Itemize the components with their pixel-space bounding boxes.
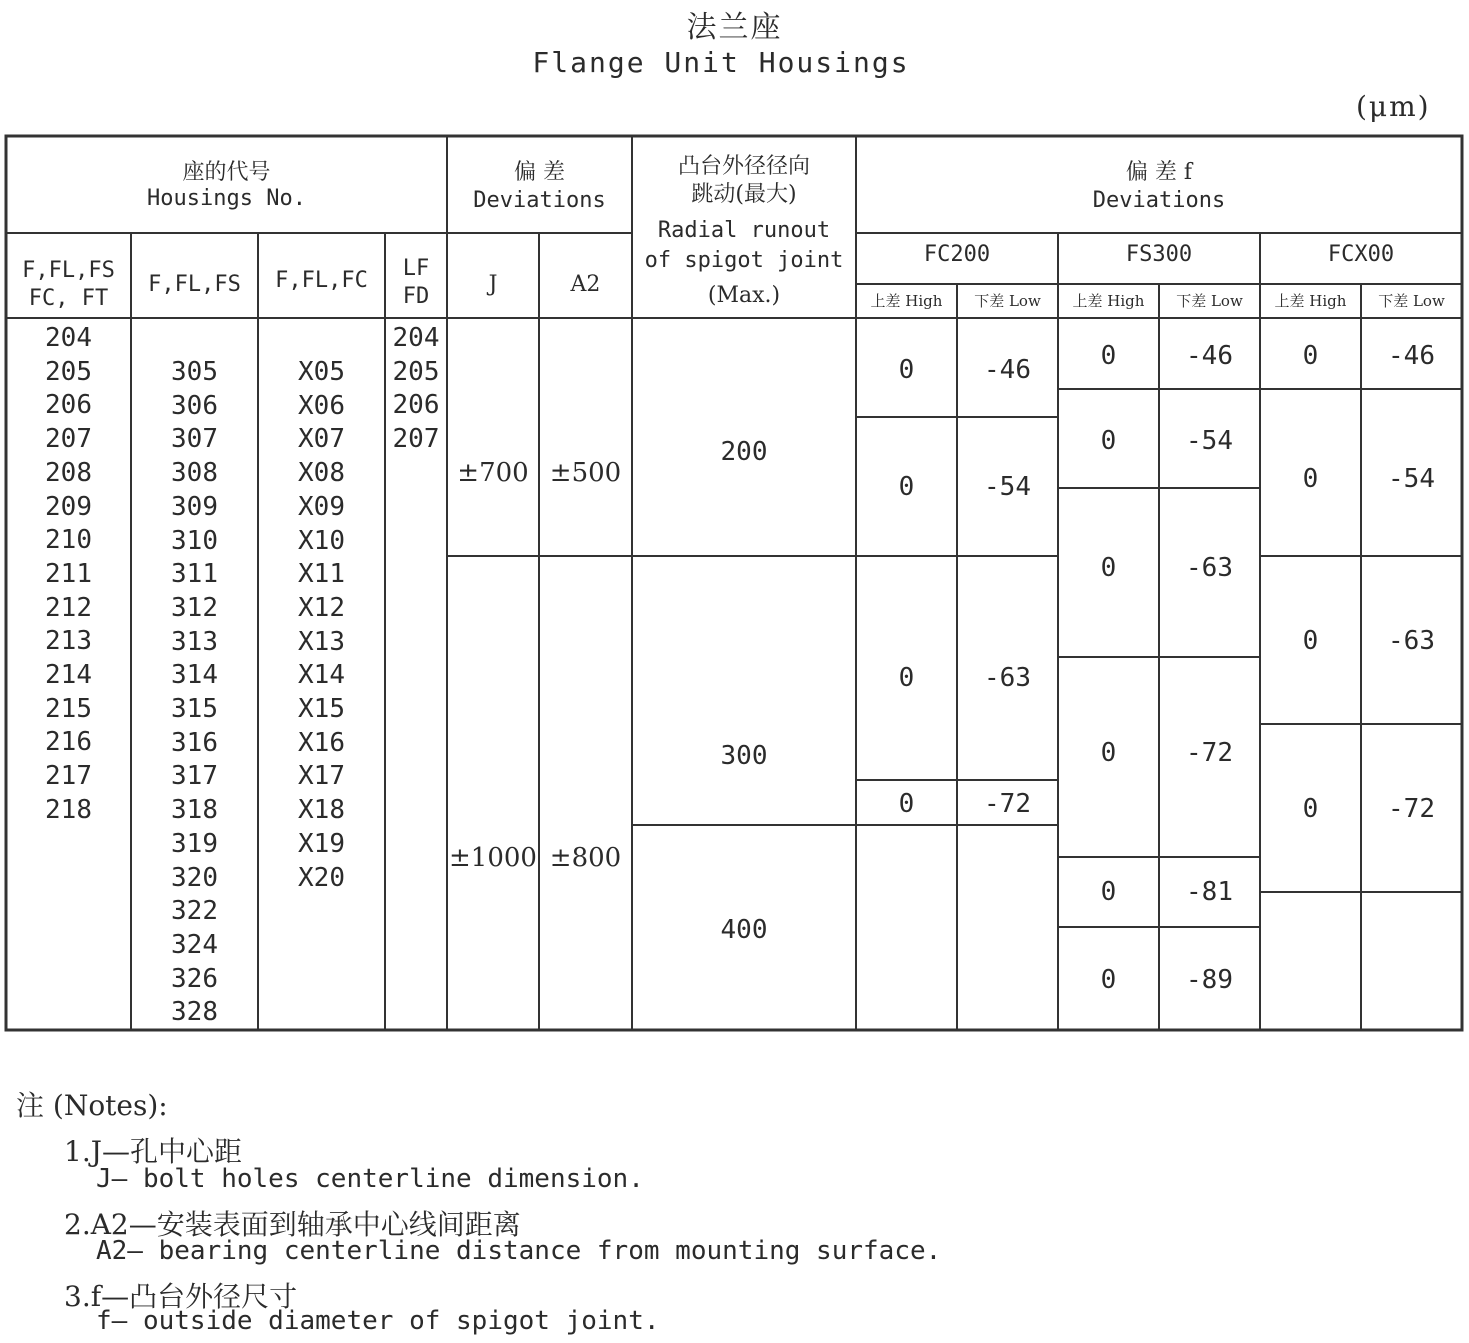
a2-header: A2 bbox=[570, 272, 601, 297]
fcx00-high-4: 0 bbox=[1302, 794, 1319, 824]
list-item: 322 bbox=[171, 896, 218, 927]
col1-list bbox=[6, 322, 131, 828]
list-item: X13 bbox=[298, 626, 345, 657]
housing-header-en: Housings No. bbox=[147, 186, 306, 211]
fcx00-high-header: 上差 High bbox=[1274, 292, 1347, 310]
list-item: 313 bbox=[171, 626, 218, 657]
list-item: 311 bbox=[171, 559, 218, 590]
col4-header-a: LF bbox=[402, 256, 430, 281]
fc200-low-3: -63 bbox=[984, 663, 1031, 693]
list-item: 206 bbox=[392, 390, 440, 421]
fc200-high-2: 0 bbox=[898, 472, 915, 502]
note-2-cn: 2.A2—安装表面到轴承中心线间距离 bbox=[64, 1208, 521, 1241]
list-item: 308 bbox=[171, 458, 218, 489]
deviations-header-en: Deviations bbox=[473, 188, 606, 213]
list-item: 306 bbox=[171, 390, 218, 421]
list-item: 320 bbox=[171, 862, 218, 893]
list-item: 319 bbox=[171, 828, 218, 859]
list-item: 210 bbox=[45, 525, 92, 556]
list-item: X16 bbox=[298, 727, 345, 758]
list-item: 312 bbox=[171, 592, 218, 623]
fcx00-low-1: -46 bbox=[1388, 341, 1435, 371]
note-1-cn: 1.J—孔中心距 bbox=[64, 1135, 242, 1168]
list-item: 328 bbox=[171, 997, 218, 1028]
list-item: 216 bbox=[45, 727, 92, 758]
list-item: 314 bbox=[171, 660, 218, 691]
fs300-low-header: 下差 Low bbox=[1176, 292, 1243, 310]
radial-value-3: 400 bbox=[720, 915, 768, 945]
list-item: X10 bbox=[298, 525, 345, 556]
fcx00-low-header: 下差 Low bbox=[1378, 292, 1445, 310]
fc200-high-header: 上差 High bbox=[870, 292, 943, 310]
deviations-f-header-en: Deviations bbox=[1092, 188, 1226, 213]
list-item: 208 bbox=[45, 457, 92, 488]
list-item: 214 bbox=[45, 660, 92, 691]
fc200-high-4: 0 bbox=[898, 789, 915, 819]
deviations-f-header-cn: 偏 差 f bbox=[1125, 160, 1193, 185]
fs300-low-3: -63 bbox=[1186, 553, 1233, 583]
col4-header-b: FD bbox=[402, 284, 430, 309]
list-item: X17 bbox=[298, 761, 345, 792]
fcx00-low-2: -54 bbox=[1388, 464, 1435, 494]
radial-value-1: 200 bbox=[720, 437, 768, 467]
list-item: 305 bbox=[171, 357, 218, 387]
list-item: 205 bbox=[392, 356, 440, 387]
list-item: 204 bbox=[392, 323, 440, 353]
page-title-cn: 法兰座 bbox=[686, 10, 783, 45]
fs300-low-5: -81 bbox=[1186, 877, 1233, 907]
radial-header-en-1: Radial runout bbox=[657, 218, 831, 243]
fc200-high-1: 0 bbox=[898, 355, 915, 385]
a2-value-1: ±500 bbox=[549, 458, 622, 488]
note-3-cn: 3.f—凸台外径尺寸 bbox=[64, 1280, 298, 1313]
list-item: 209 bbox=[45, 491, 92, 522]
radial-header-cn-1: 凸台外径径向 bbox=[677, 154, 810, 179]
radial-header-cn-2: 跳动(最大) bbox=[691, 182, 797, 207]
list-item: X09 bbox=[298, 491, 345, 522]
a2-value-2: ±800 bbox=[549, 843, 622, 873]
fs300-header: FS300 bbox=[1125, 242, 1193, 267]
list-item: 217 bbox=[45, 761, 92, 792]
list-item: X14 bbox=[298, 660, 345, 691]
fc200-low-2: -54 bbox=[984, 472, 1031, 502]
list-item: X08 bbox=[298, 458, 345, 489]
col3-header: F,FL,FC bbox=[275, 268, 368, 293]
housing-header-cn: 座的代号 bbox=[182, 160, 271, 185]
list-item: 307 bbox=[171, 424, 218, 455]
fs300-low-4: -72 bbox=[1186, 738, 1233, 768]
col2-list bbox=[131, 356, 258, 1030]
fs300-low-1: -46 bbox=[1186, 341, 1233, 371]
list-item: 316 bbox=[171, 727, 218, 758]
list-item: 212 bbox=[45, 592, 92, 623]
deviations-header-cn: 偏 差 bbox=[514, 160, 565, 185]
unit-label: (μm) bbox=[1356, 90, 1431, 123]
list-item: X05 bbox=[298, 357, 345, 387]
fs300-high-5: 0 bbox=[1100, 877, 1117, 907]
fs300-low-6: -89 bbox=[1186, 965, 1233, 995]
list-item: X12 bbox=[298, 592, 345, 623]
note-2-en: A2— bearing centerline distance from mounting surface. bbox=[96, 1236, 942, 1266]
col1-header-a: F,FL,FS bbox=[22, 258, 115, 283]
list-item: 207 bbox=[45, 424, 92, 455]
note-3-en: f— outside diameter of spigot joint. bbox=[96, 1306, 660, 1336]
fs300-high-3: 0 bbox=[1100, 553, 1117, 583]
fcx00-low-3: -63 bbox=[1388, 626, 1435, 656]
col3-list bbox=[258, 356, 385, 895]
list-item: 310 bbox=[171, 525, 218, 556]
fcx00-high-3: 0 bbox=[1302, 626, 1319, 656]
fcx00-high-1: 0 bbox=[1302, 341, 1319, 371]
fcx00-high-2: 0 bbox=[1302, 464, 1319, 494]
page-title-en: Flange Unit Housings bbox=[532, 46, 910, 79]
list-item: X15 bbox=[298, 694, 345, 725]
fs300-low-2: -54 bbox=[1186, 426, 1233, 456]
list-item: 205 bbox=[45, 356, 92, 387]
fs300-high-4: 0 bbox=[1100, 738, 1117, 768]
fc200-low-1: -46 bbox=[984, 355, 1031, 385]
list-item: 315 bbox=[171, 694, 218, 725]
list-item: X18 bbox=[298, 795, 345, 826]
list-item: 206 bbox=[45, 390, 92, 421]
list-item: 324 bbox=[171, 929, 218, 960]
list-item: 207 bbox=[392, 424, 440, 455]
fc200-header: FC200 bbox=[923, 242, 991, 267]
fs300-high-header: 上差 High bbox=[1072, 292, 1145, 310]
list-item: 211 bbox=[45, 558, 92, 589]
col4-list bbox=[385, 322, 447, 457]
j-value-2: ±1000 bbox=[449, 843, 537, 873]
fs300-high-6: 0 bbox=[1100, 965, 1117, 995]
radial-header-en-2: of spigot joint bbox=[644, 248, 844, 273]
fcx00-low-4: -72 bbox=[1388, 794, 1435, 824]
list-item: 318 bbox=[171, 795, 218, 826]
list-item: 309 bbox=[171, 491, 218, 522]
list-item: X07 bbox=[298, 424, 345, 455]
j-value-1: ±700 bbox=[457, 458, 529, 488]
fs300-high-2: 0 bbox=[1100, 426, 1117, 456]
fc200-low-4: -72 bbox=[984, 789, 1031, 819]
col1-header-b: FC, FT bbox=[28, 286, 109, 311]
list-item: X06 bbox=[298, 390, 345, 421]
list-item: X20 bbox=[298, 862, 345, 893]
note-1-en: J— bolt holes centerline dimension. bbox=[96, 1164, 644, 1194]
list-item: 326 bbox=[171, 963, 218, 994]
radial-value-2: 300 bbox=[720, 741, 768, 771]
list-item: 215 bbox=[45, 693, 92, 724]
notes-heading: 注 (Notes): bbox=[16, 1089, 168, 1122]
col2-header: F,FL,FS bbox=[148, 272, 241, 297]
list-item: X11 bbox=[298, 559, 345, 590]
list-item: 218 bbox=[45, 794, 92, 825]
radial-header-en-3: (Max.) bbox=[707, 283, 781, 308]
list-item: X19 bbox=[298, 828, 345, 859]
fs300-high-1: 0 bbox=[1100, 341, 1117, 371]
list-item: 213 bbox=[45, 626, 92, 657]
j-header: J bbox=[488, 272, 498, 297]
list-item: 317 bbox=[171, 761, 218, 792]
fcx00-header: FCX00 bbox=[1327, 242, 1395, 267]
fc200-high-3: 0 bbox=[898, 663, 915, 693]
fc200-low-header: 下差 Low bbox=[974, 292, 1041, 310]
list-item: 204 bbox=[45, 323, 92, 353]
